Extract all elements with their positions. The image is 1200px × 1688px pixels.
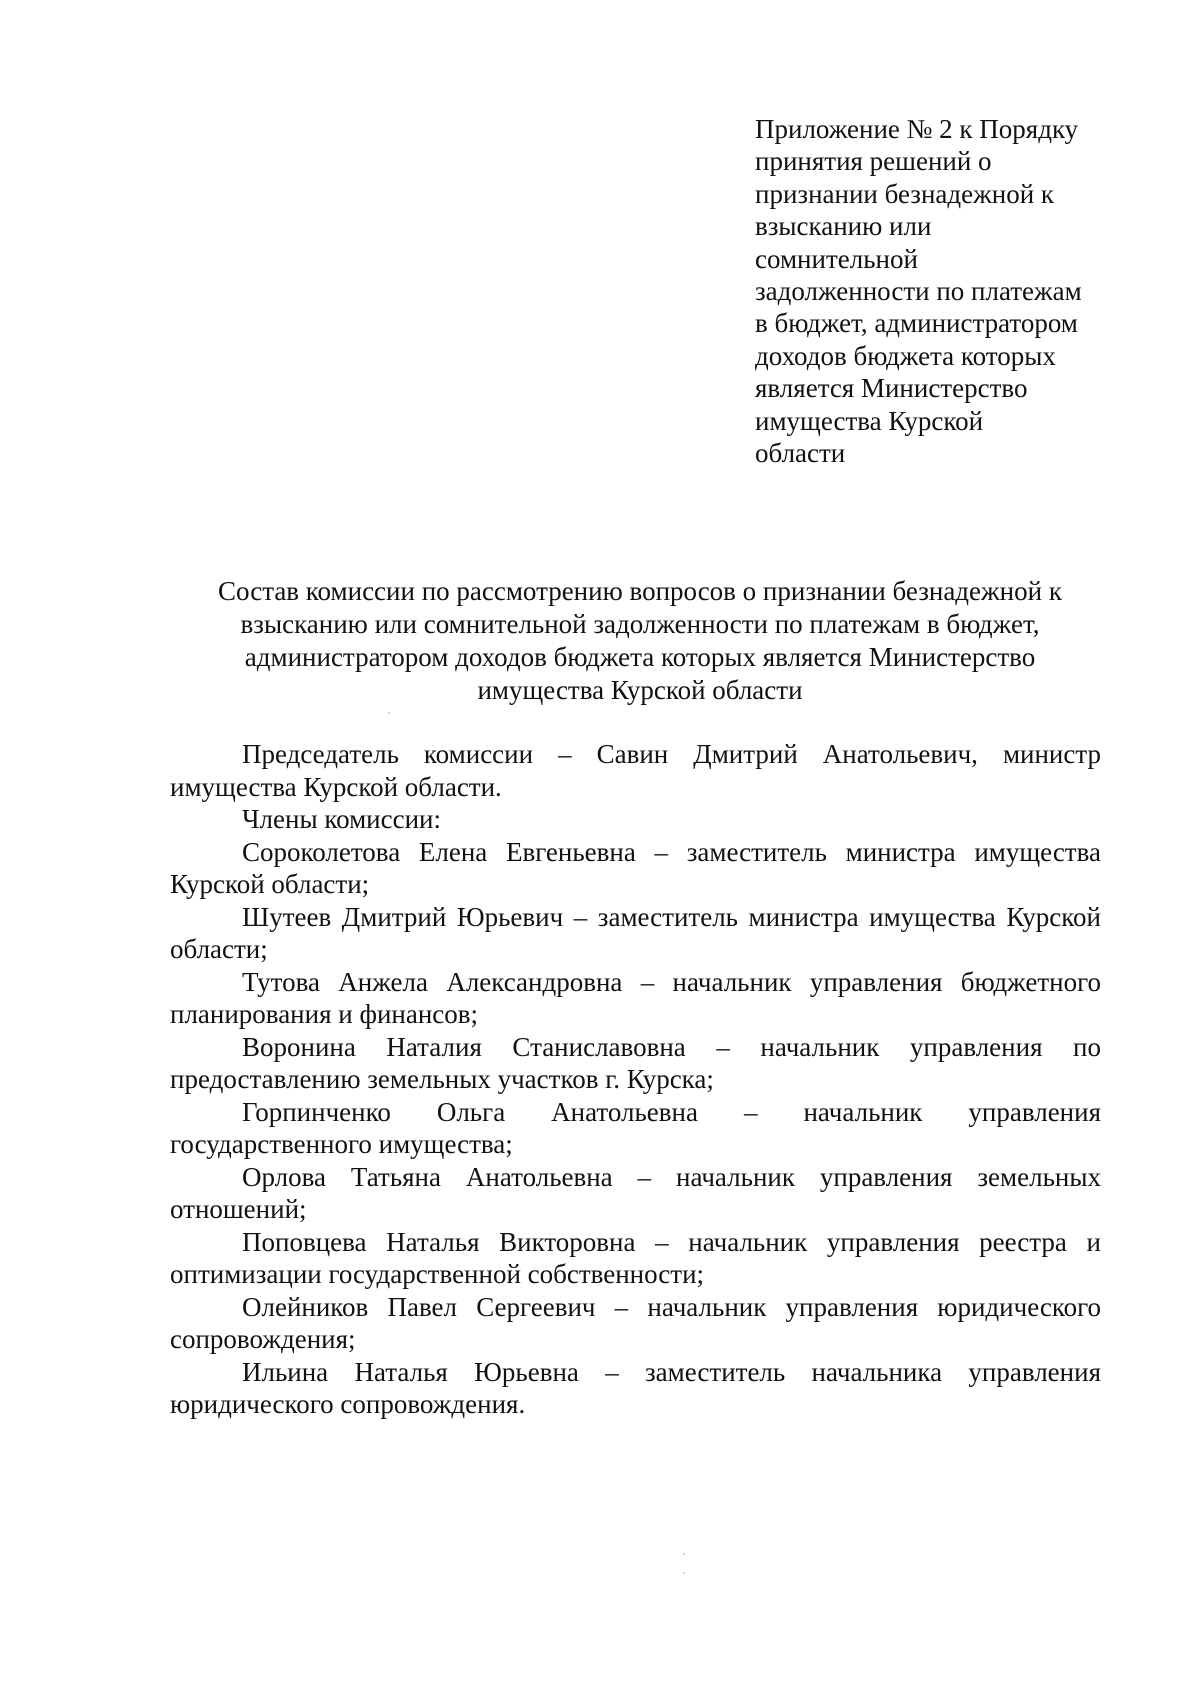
member-paragraph: Олейников Павел Сергеевич – начальник управления юридического сопровождения;: [170, 1291, 1101, 1354]
commission-composition: [170, 738, 1101, 1421]
chairman-paragraph: Председатель комиссии – Савин Дмитрий Анатольевич, министр имущества Курской области.: [170, 739, 1101, 802]
member-paragraph: Поповцева Наталья Викторовна – начальник управления реестра и оптимизации государственной собственности;: [170, 1226, 1101, 1289]
member-paragraph: Ильина Наталья Юрьевна – заместитель начальника управления юридического сопровождения.: [170, 1356, 1101, 1419]
title-line: Состав комиссии по рассмотрению вопросов о признании безнадежной к: [218, 576, 1062, 606]
appendix-line: принятия решений о: [755, 146, 992, 177]
appendix-line: является Министерство: [755, 373, 1028, 404]
member-paragraph: Воронина Наталия Станиславовна – начальник управления по предоставлению земельных участков г. Курска;: [170, 1031, 1101, 1094]
appendix-line: Приложение № 2 к Порядку: [755, 114, 1079, 144]
appendix-line: доходов бюджета которых: [755, 340, 1056, 371]
appendix-line: имущества Курской: [755, 405, 984, 436]
title-line: взысканию или сомнительной задолженности по платежам в бюджет,: [240, 609, 1040, 639]
member-paragraph: Горпинченко Ольга Анатольевна – начальник управления государственного имущества;: [170, 1096, 1101, 1159]
scan-speck: [683, 1553, 685, 1555]
document-title: [150, 575, 1130, 707]
appendix-line: в бюджет, администратором: [755, 308, 1078, 339]
scan-speck: [683, 1572, 685, 1574]
appendix-line: области: [755, 438, 846, 469]
title-line: имущества Курской области: [477, 675, 803, 705]
member-paragraph: Тутова Анжела Александровна – начальник управления бюджетного планирования и финансов;: [170, 966, 1101, 1029]
appendix-line: сомнительной: [755, 243, 918, 274]
appendix-line: признании безнадежной к: [755, 178, 1055, 209]
member-paragraph: Шутеев Дмитрий Юрьевич – заместитель министра имущества Курской области;: [170, 901, 1101, 964]
member-paragraph: Орлова Татьяна Анатольевна – начальник управления земельных отношений;: [170, 1161, 1101, 1224]
title-line: администратором доходов бюджета которых является Министерство: [244, 642, 1036, 672]
member-paragraph: Сороколетова Елена Евгеньевна – заместитель министра имущества Курской области;: [170, 836, 1101, 899]
appendix-line: задолженности по платежам: [755, 276, 1082, 307]
appendix-line: взысканию или: [755, 211, 932, 242]
appendix-note: [755, 113, 1155, 469]
scan-speck: [388, 712, 390, 714]
members-heading: Члены комиссии:: [242, 804, 441, 834]
